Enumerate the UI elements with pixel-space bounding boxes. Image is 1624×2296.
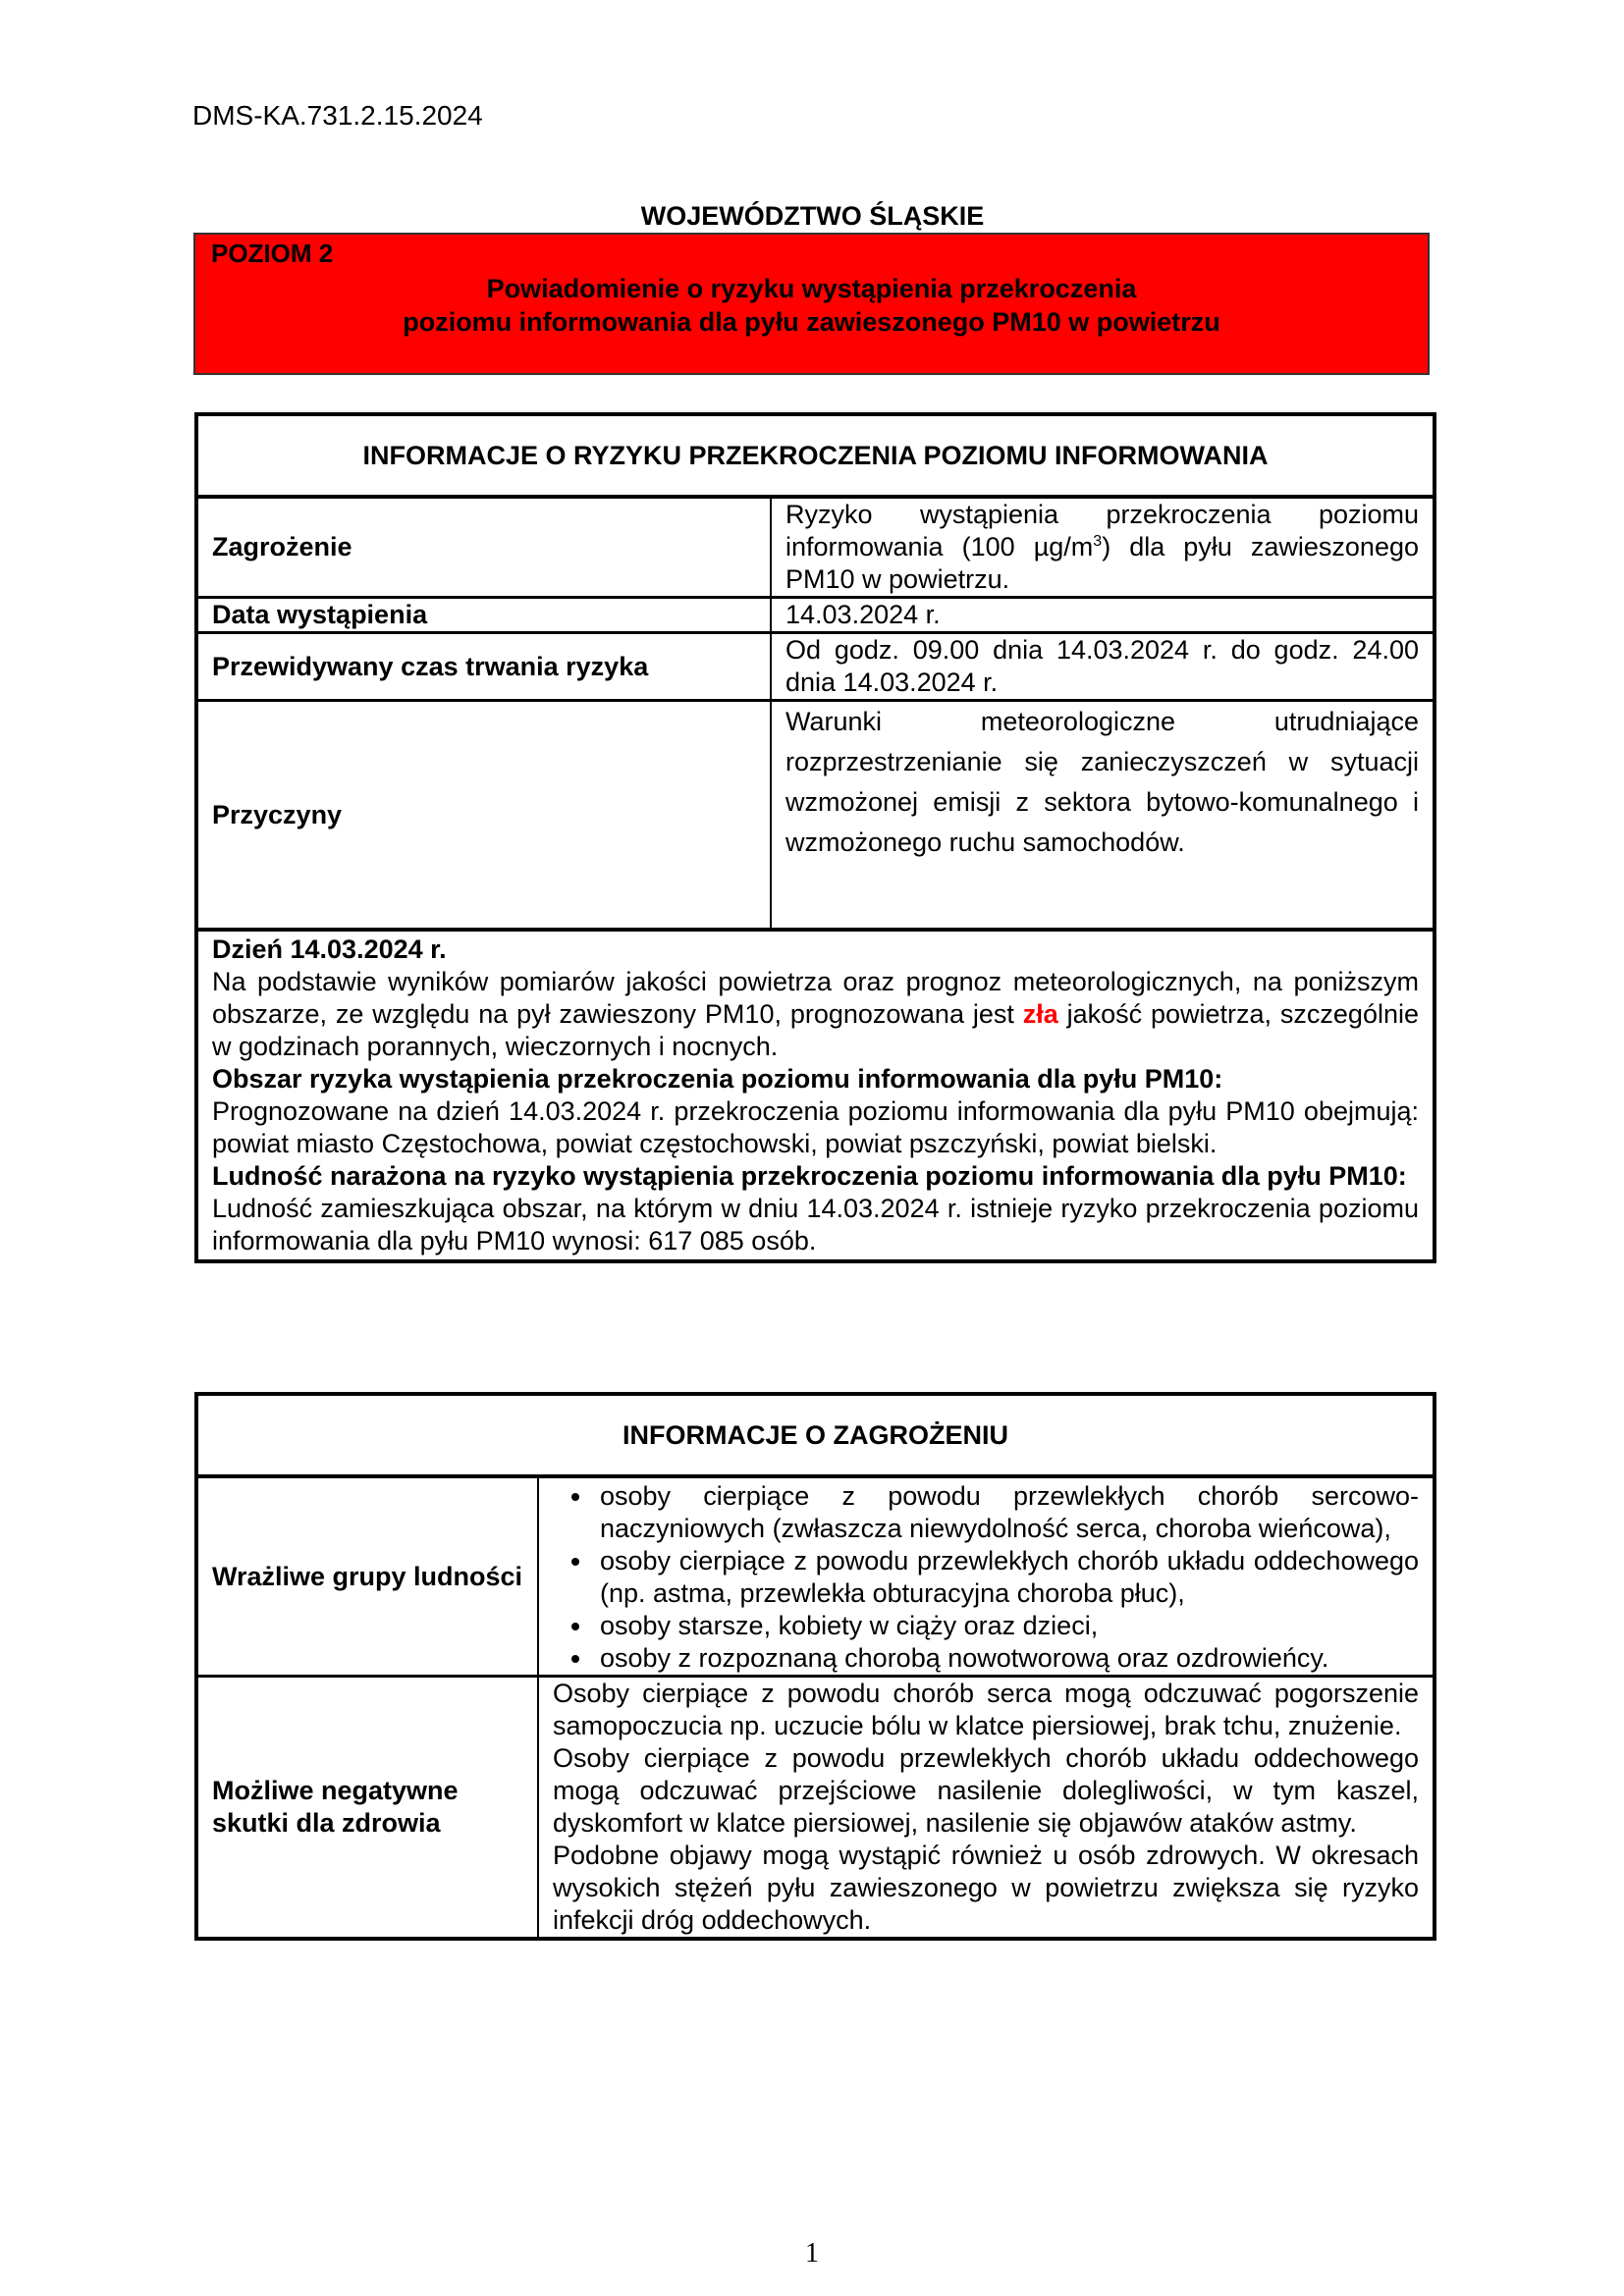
threat-info-heading: INFORMACJE O ZAGROŻENIU bbox=[196, 1394, 1435, 1476]
table-row bbox=[196, 497, 1435, 598]
day-details bbox=[196, 930, 1435, 1261]
alert-title-line1: Powiadomienie o ryzyku wystąpienia przekroczenia bbox=[486, 274, 1137, 303]
vulnerable-groups-list bbox=[538, 1476, 1435, 1677]
region-title: WOJEWÓDZTWO ŚLĄSKIE bbox=[640, 201, 985, 231]
page-number: 1 bbox=[805, 2238, 819, 2269]
threat-label: Zagrożenie bbox=[196, 497, 771, 598]
vulnerable-groups-label: Wrażliwe grupy ludności bbox=[196, 1476, 538, 1677]
alert-title-line2: poziomu informowania dla pyłu zawieszonego PM10 w powietrzu bbox=[403, 307, 1220, 337]
table-row bbox=[196, 598, 1435, 633]
list-item: • osoby cierpiące z powodu przewlekłych chorób sercowo-naczyniowych (zwłaszcza niewydolność serca, choroba wieńcowa), bbox=[594, 1480, 1419, 1545]
area-text: Prognozowane na dzień 14.03.2024 r. przekroczenia poziomu informowania dla pyłu PM10 obejmują: powiat miasto Częstochowa, powiat częstochowski, powiat pszczyński, powiat bielski. bbox=[212, 1096, 1419, 1158]
causes-label: Przyczyny bbox=[196, 701, 771, 931]
alert-banner bbox=[193, 233, 1430, 375]
risk-info-heading: INFORMACJE O RYZYKU PRZEKROCZENIA POZIOMU INFORMOWANIA bbox=[196, 414, 1435, 497]
day-forecast-text: Na podstawie wyników pomiarów jakości powietrza oraz prognoz meteorologicznych, na poniższym obszarze, ze względu na pył zawieszony PM10, prognozowana jest zła jakość powietrza, szczególnie w godzinach porannych, wieczornych i nocnych. bbox=[212, 967, 1419, 1061]
health-effects-text bbox=[538, 1677, 1435, 1940]
effects-paragraph: Podobne objawy mogą wystąpić również u osób zdrowych. W okresach wysokich stężeń pyłu zawieszonego w powietrzu zwiększa się ryzyko infekcji dróg oddechowych. bbox=[553, 1841, 1420, 1935]
date-label: Data wystąpienia bbox=[196, 598, 771, 633]
area-heading: Obszar ryzyka wystąpienia przekroczenia poziomu informowania dla pyłu PM10: bbox=[212, 1064, 1223, 1094]
threat-info-table bbox=[194, 1392, 1436, 1941]
table-row bbox=[196, 1677, 1435, 1940]
threat-value: Ryzyko wystąpienia przekroczenia poziomu informowania (100 $\mu g/m^3$) dla pyłu zawieszonego PM10 w powietrzu. bbox=[785, 500, 1419, 594]
date-value: 14.03.2024 r. bbox=[785, 600, 941, 629]
day-heading: Dzień 14.03.2024 r. bbox=[212, 934, 447, 964]
duration-label: Przewidywany czas trwania ryzyka bbox=[196, 633, 771, 701]
list-item: • osoby starsze, kobiety w ciąży oraz dzieci, bbox=[594, 1610, 1419, 1642]
population-text: Ludność zamieszkująca obszar, na którym w dniu 14.03.2024 r. istnieje ryzyko przekroczenia poziomu informowania dla pyłu PM10 wynosi: 617 085 osób. bbox=[212, 1194, 1419, 1255]
alert-level: POZIOM 2 bbox=[211, 239, 334, 268]
population-heading: Ludność narażona na ryzyko wystąpienia przekroczenia poziomu informowania dla pyłu PM10: bbox=[212, 1161, 1407, 1191]
table-row bbox=[196, 633, 1435, 701]
causes-value: Warunki meteorologiczne utrudniające rozprzestrzenianie się zanieczyszczeń w sytuacji wzmożonej emisji z sektora bytowo-komunalnego i wzmożonego ruchu samochodów. bbox=[785, 707, 1419, 857]
alert-title bbox=[195, 272, 1428, 339]
table-row bbox=[196, 701, 1435, 931]
list-item: • osoby cierpiące z powodu przewlekłych chorób układu oddechowego (np. astma, przewlekła obturacyjna choroba płuc), bbox=[594, 1545, 1419, 1610]
health-effects-label: Możliwe negatywne skutki dla zdrowia bbox=[196, 1677, 538, 1940]
effects-paragraph: Osoby cierpiące z powodu przewlekłych chorób układu oddechowego mogą odczuwać przejściowe nasilenie dolegliwości, w tym kaszel, dyskomfort w klatce piersiowej, nasilenie się objawów ataków astmy. bbox=[553, 1743, 1420, 1838]
effects-paragraph: Osoby cierpiące z powodu chorób serca mogą odczuwać pogorszenie samopoczucia np. uczucie bólu w klatce piersiowej, brak tchu, znużenie. bbox=[553, 1679, 1420, 1740]
list-item: • osoby z rozpoznaną chorobą nowotworową oraz ozdrowieńcy. bbox=[594, 1642, 1419, 1675]
risk-info-table bbox=[194, 412, 1436, 1263]
duration-value: Od godz. 09.00 dnia 14.03.2024 r. do godz. 24.00 dnia 14.03.2024 r. bbox=[785, 635, 1419, 697]
quality-highlight: zła bbox=[1022, 999, 1058, 1029]
document-id: DMS-KA.731.2.15.2024 bbox=[192, 100, 483, 131]
table-row bbox=[196, 1476, 1435, 1677]
